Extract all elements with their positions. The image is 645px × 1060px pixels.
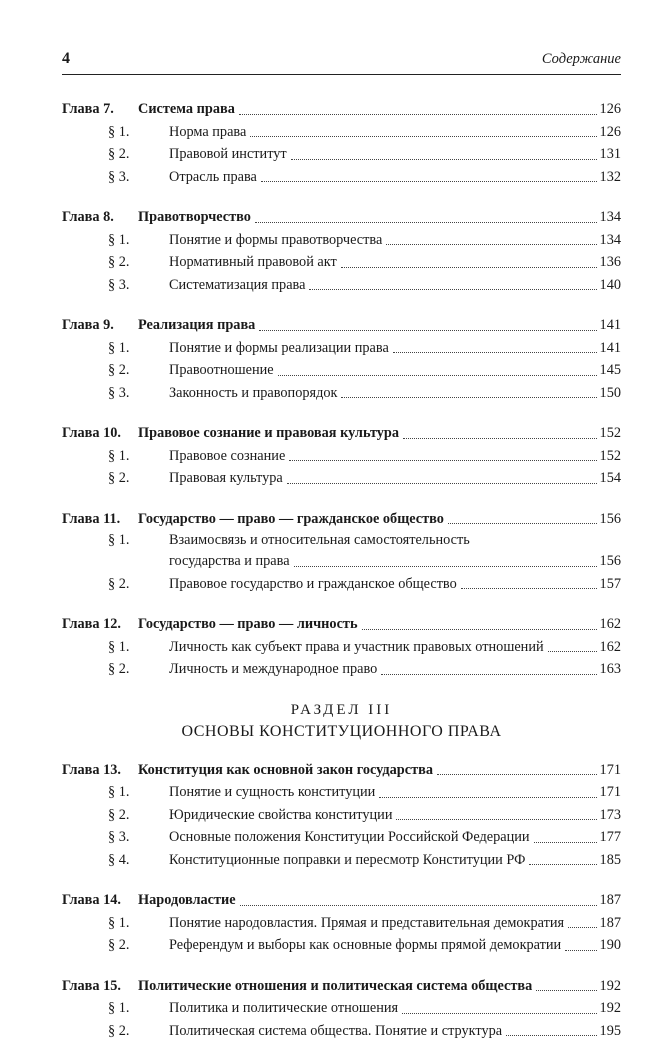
chapter-label: Глава 7. — [62, 101, 114, 117]
section-label: § 2. — [108, 661, 130, 677]
section-row — [62, 1020, 621, 1043]
dot-leader — [278, 375, 597, 376]
section-row — [62, 251, 621, 274]
chapter-title: Народовластие — [138, 892, 236, 908]
section-page: 192 — [599, 1000, 621, 1016]
section-entry-multiline — [62, 530, 621, 573]
chapter-page: 141 — [599, 317, 621, 333]
chapter-row — [62, 206, 621, 229]
table-of-contents — [62, 98, 621, 1060]
dot-leader — [548, 651, 597, 652]
chapter-row — [62, 759, 621, 782]
section-label: § 1. — [108, 339, 130, 356]
section-title: Основные положения Конституции Российской Федерации — [169, 829, 530, 845]
dot-leader — [529, 864, 596, 865]
section-page: 150 — [599, 384, 621, 401]
section-title: Правовой институт — [169, 146, 287, 162]
toc-chapter — [62, 422, 621, 490]
page-header — [62, 50, 621, 75]
section-label: § 3. — [108, 276, 130, 293]
section-title: Законность и правопорядок — [169, 384, 338, 401]
section-row — [62, 997, 621, 1020]
chapter-title: Реализация права — [138, 317, 256, 333]
part-heading — [62, 699, 621, 743]
section-title-part1: Взаимосвязь и относительная самостоятельность — [169, 532, 470, 548]
section-row — [62, 658, 621, 681]
chapter-label: Глава 9. — [62, 317, 114, 333]
dot-leader — [259, 330, 596, 331]
dot-leader — [261, 181, 597, 182]
section-page: 136 — [599, 254, 621, 270]
toc-chapter — [62, 98, 621, 188]
dot-leader — [403, 438, 597, 439]
dot-leader — [381, 674, 596, 675]
section-title: Понятие и формы правотворчества — [169, 231, 383, 248]
chapter-label: Глава 8. — [62, 209, 114, 225]
chapter-row — [62, 613, 621, 636]
toc-chapter — [62, 975, 621, 1043]
section-row — [62, 166, 621, 189]
dot-leader — [239, 114, 597, 115]
section-page: 131 — [599, 146, 621, 162]
page-number: 4 — [62, 50, 70, 67]
toc-chapter — [62, 759, 621, 872]
chapter-title: Государство — право — гражданское общество — [138, 510, 444, 527]
section-title: Правовое государство и гражданское общество — [169, 575, 457, 592]
section-row — [62, 804, 621, 827]
section-page: 156 — [599, 553, 621, 569]
section-title: государства и права — [169, 553, 290, 569]
section-page: 185 — [599, 851, 621, 868]
section-label: § 1. — [108, 231, 130, 248]
section-title: Юридические свойства конституции — [169, 806, 393, 823]
section-title: Отрасль права — [169, 168, 257, 185]
section-label: § 2. — [108, 1022, 130, 1039]
section-title-line1 — [108, 530, 621, 550]
dot-leader — [250, 136, 596, 137]
running-title: Содержание — [541, 51, 621, 67]
section-label: § 3. — [108, 168, 130, 185]
dot-leader — [362, 629, 597, 630]
section-title: Понятие народовластия. Прямая и представительная демократия — [169, 914, 565, 931]
dot-leader — [536, 990, 596, 991]
dot-leader — [386, 244, 596, 245]
dot-leader — [393, 352, 597, 353]
section-title: Систематизация права — [169, 276, 306, 293]
section-row — [62, 573, 621, 596]
chapter-page: 126 — [599, 101, 621, 117]
section-page: 152 — [599, 447, 621, 464]
section-label: § 2. — [108, 146, 130, 162]
section-row — [62, 229, 621, 252]
part-title: ОСНОВЫ КОНСТИТУЦИОННОГО ПРАВА — [181, 722, 502, 740]
section-row — [62, 359, 621, 382]
section-page: 177 — [599, 829, 621, 845]
chapter-row — [62, 975, 621, 998]
toc-chapter — [62, 889, 621, 957]
section-row — [62, 550, 621, 573]
chapter-title: Правовое сознание и правовая культура — [138, 425, 400, 441]
section-row — [62, 467, 621, 490]
section-title: Правовое сознание — [169, 447, 286, 464]
dot-leader — [461, 588, 597, 589]
section-page: 171 — [599, 784, 621, 800]
section-label: § 2. — [108, 937, 130, 953]
chapter-page: 134 — [599, 209, 621, 225]
section-title: Политика и политические отношения — [169, 1000, 399, 1016]
chapter-page: 152 — [599, 425, 621, 441]
section-title: Понятие и формы реализации права — [169, 339, 389, 356]
section-page: 163 — [599, 661, 621, 677]
dot-leader — [294, 566, 597, 567]
chapter-title: Политические отношения и политическая система общества — [138, 977, 533, 994]
section-row — [62, 445, 621, 468]
chapter-page: 156 — [599, 510, 621, 527]
section-label: § 2. — [108, 470, 130, 486]
dot-leader — [255, 222, 597, 223]
section-label: § 2. — [108, 254, 130, 270]
section-title: Личность как субъект права и участник правовых отношений — [169, 638, 544, 655]
dot-leader — [379, 797, 596, 798]
section-title: Правоотношение — [169, 362, 274, 378]
chapter-page: 162 — [599, 616, 621, 632]
section-row — [62, 781, 621, 804]
toc-chapter — [62, 206, 621, 296]
section-page: 132 — [599, 168, 621, 185]
chapter-label: Глава 15. — [62, 977, 121, 994]
chapter-label: Глава 11. — [62, 510, 121, 527]
section-title: Референдум и выборы как основные формы прямой демократии — [169, 937, 562, 953]
chapter-page: 192 — [599, 977, 621, 994]
section-page: 195 — [599, 1022, 621, 1039]
section-row — [62, 849, 621, 872]
section-label: § 4. — [108, 851, 130, 868]
dot-leader — [565, 950, 596, 951]
section-row — [62, 382, 621, 405]
chapter-label: Глава 14. — [62, 892, 121, 908]
chapter-row — [62, 889, 621, 912]
chapter-label: Глава 13. — [62, 761, 121, 778]
dot-leader — [448, 523, 597, 524]
dot-leader — [396, 819, 596, 820]
section-page: 157 — [599, 575, 621, 592]
section-row — [62, 934, 621, 957]
chapter-title: Конституция как основной закон государства — [138, 761, 433, 778]
part-number: РАЗДЕЛ III — [290, 701, 393, 718]
dot-leader — [568, 927, 596, 928]
chapter-row — [62, 422, 621, 445]
section-label: § 2. — [108, 806, 130, 823]
toc-chapter — [62, 508, 621, 596]
section-label: § 2. — [108, 575, 130, 592]
section-title: Политическая система общества. Понятие и структура — [169, 1022, 503, 1039]
dot-leader — [309, 289, 596, 290]
toc-top-list — [62, 98, 621, 681]
chapter-title: Система права — [138, 101, 235, 117]
chapter-row — [62, 508, 621, 531]
section-row — [62, 912, 621, 935]
section-label: § 3. — [108, 384, 130, 401]
dot-leader — [240, 905, 597, 906]
dot-leader — [291, 159, 597, 160]
section-row — [62, 121, 621, 144]
chapter-page: 187 — [599, 892, 621, 908]
dot-leader — [341, 397, 596, 398]
chapter-title: Правотворчество — [138, 209, 251, 225]
section-row — [62, 143, 621, 166]
chapter-label: Глава 12. — [62, 616, 121, 632]
section-label: § 1. — [108, 914, 130, 931]
chapter-row — [62, 314, 621, 337]
section-page: 126 — [599, 123, 621, 140]
section-page: 162 — [599, 638, 621, 655]
section-row — [62, 826, 621, 849]
dot-leader — [402, 1013, 596, 1014]
section-page: 140 — [599, 276, 621, 293]
section-label: § 1. — [108, 123, 130, 140]
chapter-title: Государство — право — личность — [138, 616, 358, 632]
toc-bottom-list — [62, 759, 621, 1043]
section-title: Конституционные поправки и пересмотр Конституции РФ — [169, 851, 526, 868]
section-page: 154 — [599, 470, 621, 486]
dot-leader — [437, 774, 597, 775]
dot-leader — [289, 460, 596, 461]
section-row — [62, 337, 621, 360]
section-page: 145 — [599, 362, 621, 378]
section-page: 134 — [599, 231, 621, 248]
section-title: Личность и международное право — [169, 661, 378, 677]
dot-leader — [287, 483, 597, 484]
dot-leader — [341, 267, 597, 268]
toc-chapter — [62, 613, 621, 681]
section-page: 187 — [599, 914, 621, 931]
section-label: § 1. — [108, 784, 130, 800]
section-label: § 1. — [108, 638, 130, 655]
section-row — [62, 636, 621, 659]
chapter-page: 171 — [599, 761, 621, 778]
dot-leader — [506, 1035, 596, 1036]
section-title: Норма права — [169, 123, 247, 140]
section-page: 141 — [599, 339, 621, 356]
section-title: Правовая культура — [169, 470, 283, 486]
section-label: § 1. — [108, 532, 130, 548]
section-title: Нормативный правовой акт — [169, 254, 337, 270]
chapter-label: Глава 10. — [62, 425, 121, 441]
toc-chapter — [62, 314, 621, 404]
section-label: § 2. — [108, 362, 130, 378]
section-label: § 3. — [108, 829, 130, 845]
dot-leader — [534, 842, 597, 843]
section-row — [62, 274, 621, 297]
section-page: 173 — [599, 806, 621, 823]
chapter-row — [62, 98, 621, 121]
section-label: § 1. — [108, 447, 130, 464]
section-label: § 1. — [108, 1000, 130, 1016]
section-title: Понятие и сущность конституции — [169, 784, 376, 800]
section-page: 190 — [599, 937, 621, 953]
